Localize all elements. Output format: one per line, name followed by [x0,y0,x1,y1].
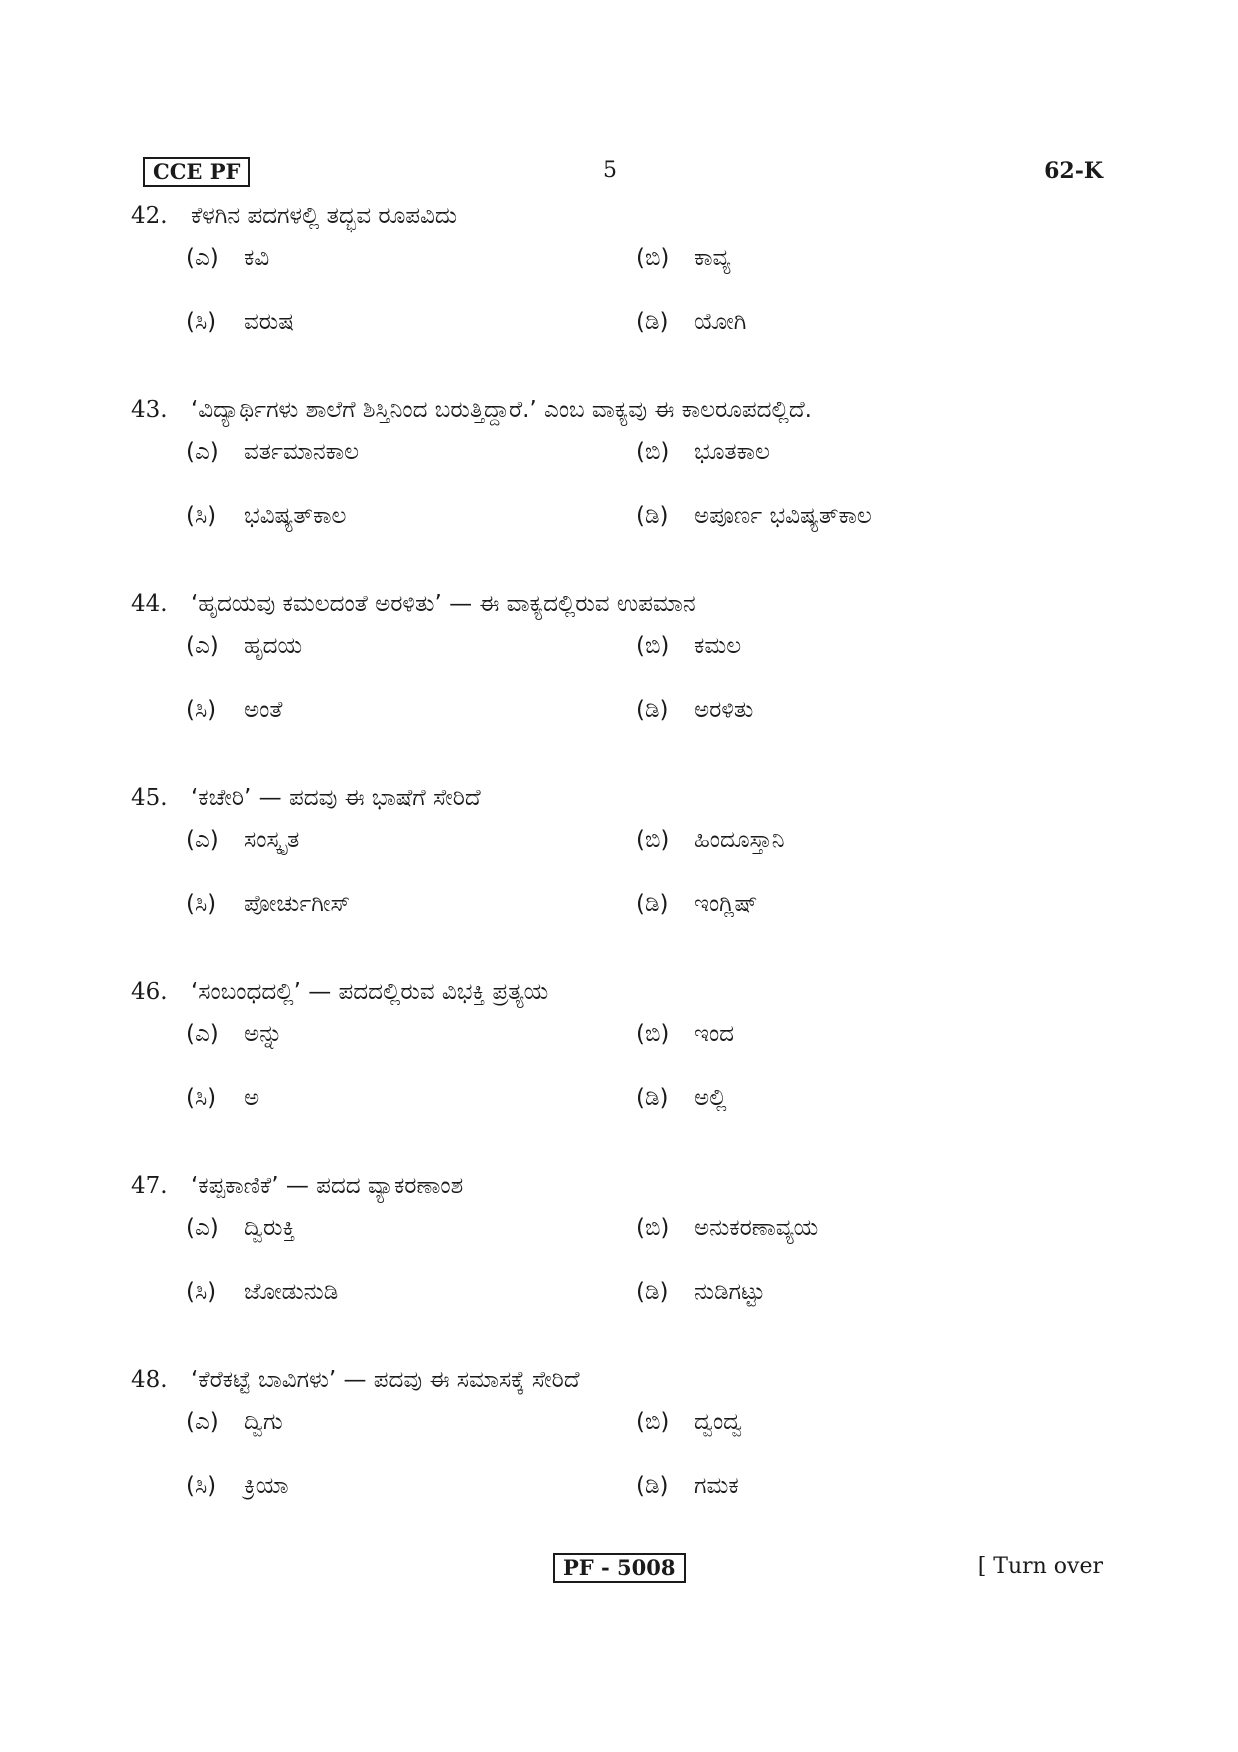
option-a [186,432,359,472]
option-row [186,1014,1111,1078]
option-row [186,1208,1111,1272]
option-c [186,884,350,924]
question-text: ‘ವಿದ್ಯಾರ್ಥಿಗಳು ಶಾಲೆಗೆ ಶಿಸ್ತಿನಿಂದ ಬರುತ್ತಿದ್ದಾರೆ.’ ಎಂಬ ವಾಕ್ಯವು ಈ ಕಾಲರೂಪದಲ್ಲಿದೆ. [191,397,812,423]
option-c [186,1078,259,1118]
option-text: ನುಡಿಗಟ್ಟು [694,1279,766,1305]
turn-over-note: [ Turn over [977,1554,1103,1579]
option-row [186,432,1111,496]
option-text: ಅಲ್ಲಿ [694,1085,727,1111]
option-label: (ಡಿ) [636,1085,669,1111]
question-stem [131,1164,1111,1208]
question-stem [131,388,1111,432]
option-text: ಜೋಡುನುಡಿ [244,1279,339,1305]
option-label: (ಬಿ) [636,827,670,853]
option-b [636,1402,742,1442]
option-a [186,1014,282,1054]
question-43 [131,388,1111,582]
option-row [186,884,1111,948]
question-44 [131,582,1111,776]
option-text: ದ್ವಿಗು [244,1409,283,1435]
option-d [636,1466,739,1506]
option-a [186,238,269,278]
option-d [636,302,746,342]
option-b [636,1208,818,1248]
option-d [636,496,872,536]
option-text: ವರ್ತಮಾನಕಾಲ [244,439,360,465]
option-b [636,1014,734,1054]
question-number: 44. [131,591,168,617]
paper-code: 62-K [1044,158,1103,184]
option-d [636,884,758,924]
question-list [131,194,1111,1552]
question-number: 47. [131,1173,168,1199]
option-row [186,302,1111,366]
option-row [186,1078,1111,1142]
option-text: ಅರಳಿತು [694,697,754,723]
option-label: (ಸಿ) [186,309,217,335]
option-label: (ಎ) [186,827,219,853]
option-text: ಅಪೂರ್ಣ ಭವಿಷ್ಯತ್‌ಕಾಲ [694,503,872,529]
option-label: (ಎ) [186,439,219,465]
option-row [186,238,1111,302]
option-row [186,1466,1111,1530]
option-text: ಭೂತಕಾಲ [694,439,770,465]
question-text: ‘ಸಂಬಂಧದಲ್ಲಿ’ — ಪದದಲ್ಲಿರುವ ವಿಭಕ್ತಿ ಪ್ರತ್ಯಯ [191,979,549,1005]
page-header [143,157,1103,191]
option-label: (ಬಿ) [636,1215,670,1241]
option-label: (ಡಿ) [636,891,669,917]
option-text: ಇಂದ [694,1021,734,1047]
option-label: (ಡಿ) [636,503,669,529]
option-row [186,690,1111,754]
question-stem [131,1358,1111,1402]
option-row [186,496,1111,560]
option-text: ದ್ವಿರುಕ್ತಿ [244,1215,296,1241]
option-label: (ಎ) [186,245,219,271]
question-text: ಕೆಳಗಿನ ಪದಗಳಲ್ಲಿ ತದ್ಭವ ರೂಪವಿದು [191,203,458,229]
question-stem [131,194,1111,238]
option-text: ಪೋರ್ಚುಗೀಸ್ [244,891,351,917]
option-text: ಇಂಗ್ಲಿಷ್ [694,891,758,917]
option-label: (ಸಿ) [186,891,217,917]
option-c [186,496,346,536]
option-a [186,626,302,666]
option-row [186,820,1111,884]
question-stem [131,970,1111,1014]
option-text: ದ್ವಂದ್ವ [694,1409,743,1435]
option-a [186,1208,295,1248]
option-d [636,690,753,730]
option-label: (ಎ) [186,1409,219,1435]
footer-code-box: PF - 5008 [553,1553,686,1583]
option-label: (ಡಿ) [636,309,669,335]
exam-code-box: CCE PF [143,157,250,187]
option-d [636,1272,765,1312]
option-label: (ಸಿ) [186,1473,217,1499]
option-c [186,302,294,342]
option-label: (ಎ) [186,633,219,659]
option-text: ಅ [244,1085,260,1111]
option-row [186,626,1111,690]
option-text: ಕಮಲ [694,633,742,659]
option-b [636,238,730,278]
question-number: 45. [131,785,168,811]
question-number: 46. [131,979,168,1005]
option-row [186,1402,1111,1466]
question-48 [131,1358,1111,1552]
question-text: ‘ಹೃದಯವು ಕಮಲದಂತೆ ಅರಳಿತು’ — ಈ ವಾಕ್ಯದಲ್ಲಿರುವ ಉಪಮಾನ [191,591,696,617]
option-text: ಅನುಕರಣಾವ್ಯಯ [694,1215,819,1241]
option-label: (ಎ) [186,1021,219,1047]
option-label: (ಸಿ) [186,1279,217,1305]
option-label: (ಬಿ) [636,439,670,465]
question-number: 48. [131,1367,168,1393]
option-text: ಕಾವ್ಯ [694,245,731,271]
question-text: ‘ಕಪ್ಪಕಾಣಿಕೆ’ — ಪದದ ವ್ಯಾಕರಣಾಂಶ [191,1173,464,1199]
question-47 [131,1164,1111,1358]
option-label: (ಬಿ) [636,633,670,659]
option-text: ಹಿಂದೂಸ್ತಾನಿ [694,827,785,853]
option-text: ಅನ್ನು [244,1021,283,1047]
option-label: (ಡಿ) [636,1279,669,1305]
option-label: (ಸಿ) [186,697,217,723]
question-stem [131,776,1111,820]
option-label: (ಡಿ) [636,697,669,723]
option-label: (ಸಿ) [186,1085,217,1111]
option-label: (ಡಿ) [636,1473,669,1499]
page-number: 5 [603,158,617,183]
option-c [186,1272,338,1312]
option-b [636,820,785,860]
option-c [186,690,282,730]
option-a [186,1402,283,1442]
question-number: 43. [131,397,168,423]
option-b [636,432,770,472]
option-text: ಗಮಕ [694,1473,739,1499]
option-row [186,1272,1111,1336]
question-45 [131,776,1111,970]
option-d [636,1078,727,1118]
question-46 [131,970,1111,1164]
option-label: (ಬಿ) [636,1021,670,1047]
option-text: ಭವಿಷ್ಯತ್‌ಕಾಲ [244,503,347,529]
option-text: ಅಂತೆ [244,697,283,723]
question-number: 42. [131,203,168,229]
option-a [186,820,299,860]
question-stem [131,582,1111,626]
option-label: (ಸಿ) [186,503,217,529]
option-label: (ಬಿ) [636,245,670,271]
option-text: ಯೋಗಿ [694,309,747,335]
option-text: ವರುಷ [244,309,294,335]
option-text: ಕ್ರಿಯಾ [244,1473,289,1499]
option-text: ಸಂಸ್ಕೃತ [244,827,300,853]
option-text: ಹೃದಯ [244,633,303,659]
option-label: (ಎ) [186,1215,219,1241]
question-text: ‘ಕೆರೆಕಟ್ಟೆ ಬಾವಿಗಳು’ — ಪದವು ಈ ಸಮಾಸಕ್ಕೆ ಸೇರಿದೆ [191,1367,580,1393]
question-42 [131,194,1111,388]
page-footer [143,1553,1103,1587]
option-label: (ಬಿ) [636,1409,670,1435]
option-c [186,1466,288,1506]
question-text: ‘ಕಚೇರಿ’ — ಪದವು ಈ ಭಾಷೆಗೆ ಸೇರಿದೆ [191,785,481,811]
option-b [636,626,741,666]
option-text: ಕವಿ [244,245,270,271]
